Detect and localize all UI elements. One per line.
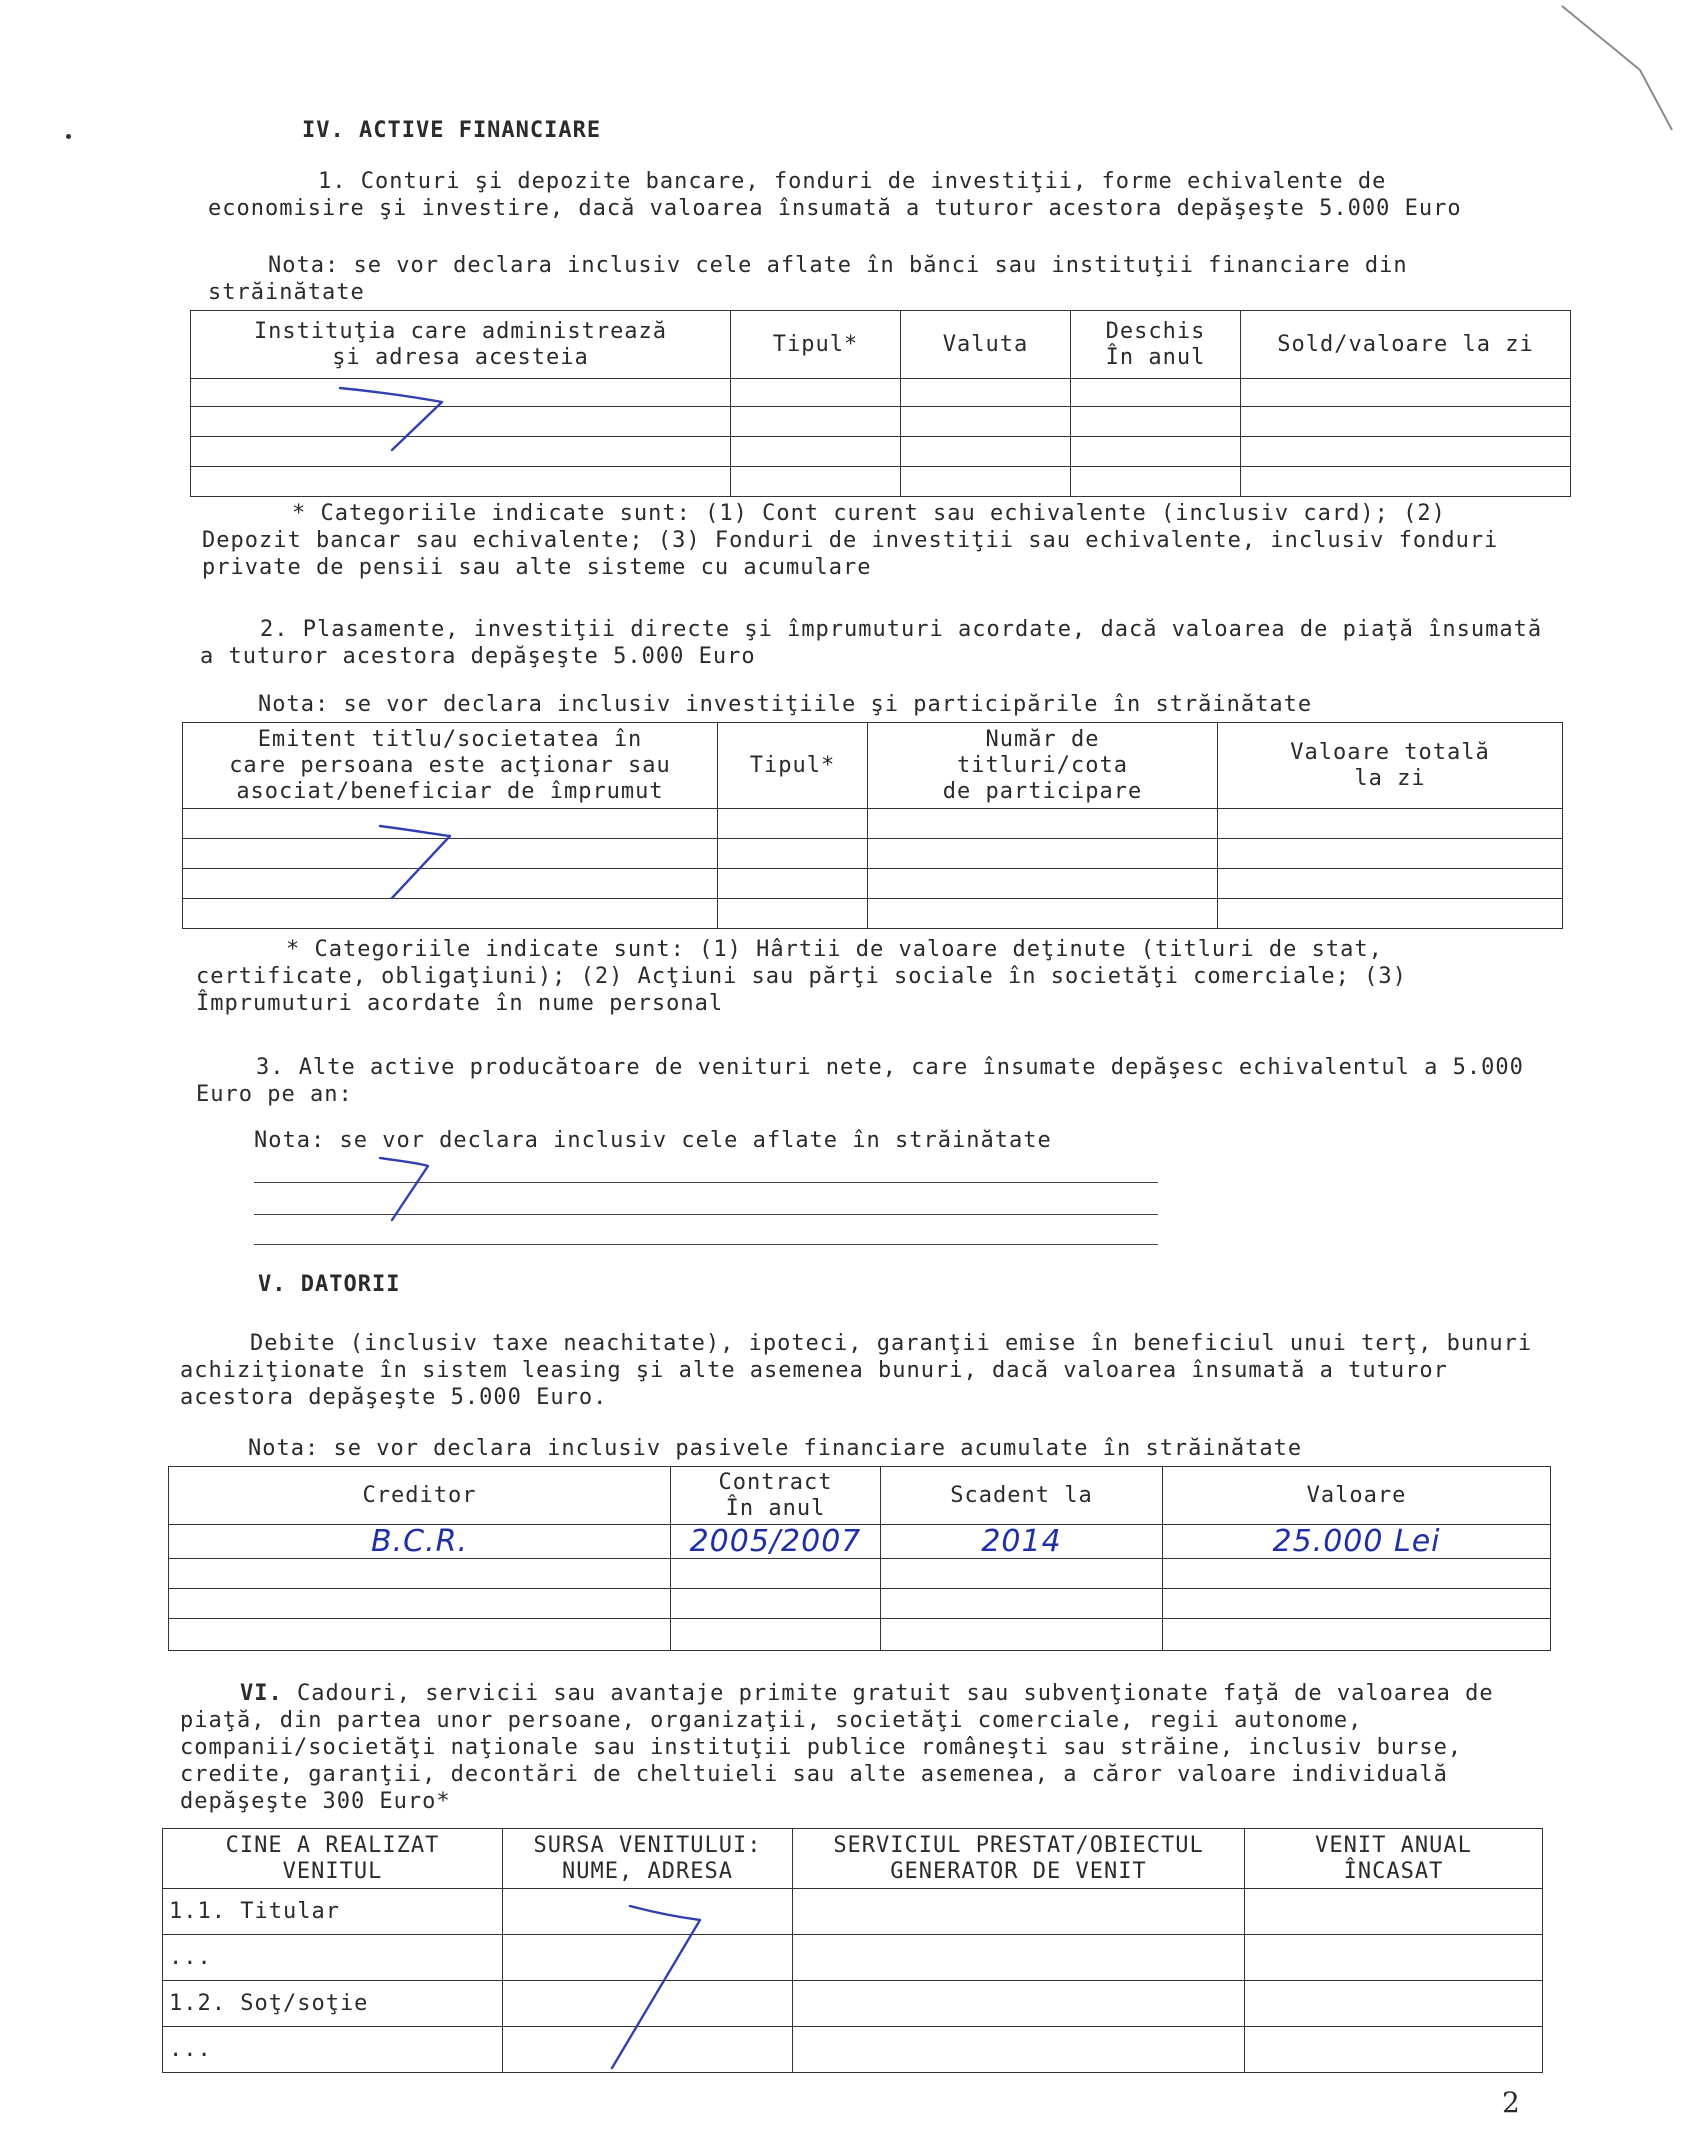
debt-value: 25.000 Lei — [1163, 1525, 1551, 1559]
accounts-header-opened: Deschis În anul — [1071, 311, 1241, 379]
section-iv-paragraph-2: 2. Plasamente, investiţii directe şi împrumuturi acordate, dacă valoarea de piaţă însumată a tuturor acestora depăşeşte 5.000 Euro — [200, 617, 1543, 669]
strike-mark — [340, 388, 442, 450]
section-iv-note-2: Nota: se vor declara inclusiv investiţiile şi participările în străinătate — [258, 692, 1313, 717]
section-v-note: Nota: se vor declara inclusiv pasivele financiare acumulate în străinătate — [248, 1436, 1303, 1461]
gifts-header-source: SURSA VENITULUI: NUME, ADRESA — [503, 1829, 793, 1889]
accounts-header-type: Tipul* — [731, 311, 901, 379]
gifts-row-label: 1.2. Soţ/soţie — [163, 1981, 503, 2027]
strike-mark — [380, 826, 450, 898]
page-number: 2 — [1502, 2086, 1520, 2119]
gifts-header-who: CINE A REALIZAT VENITUL — [163, 1829, 503, 1889]
section-iv-paragraph-3: 3. Alte active producătoare de venituri nete, care însumate depăşesc echivalentul a 5.000 Euro pe an: — [196, 1055, 1524, 1107]
page-corner-fold — [1562, 6, 1672, 130]
strike-mark — [612, 1906, 700, 2068]
section-v-paragraph: Debite (inclusiv taxe neachitate), ipoteci, garanţii emise în beneficiul unui terţ, bunuri achiziţionate în sistem leasing şi alte asemenea bunuri, dacă valoarea însumată a tuturor acestora depăşeşte 5.000 Euro. — [180, 1331, 1533, 1410]
section-iv-note-3: Nota: se vor declara inclusiv cele aflate în străinătate — [254, 1128, 1052, 1153]
section-vi-paragraph: VI. Cadouri, servicii sau avantaje primite gratuit sau subvenţionate faţă de valoarea de piaţă, din partea unor persoane, organizaţii, societăţi comerciale, regii autonome, companii/societăţi naţionale sau instituţii publice româneşti sau străine, inclusiv burse, credite, garanţii, decontări de cheltuieli sau alte asemenea, a căror valoare individuală depăşeşte 300 Euro* — [180, 1681, 1494, 1814]
accounts-header-currency: Valuta — [901, 311, 1071, 379]
accounts-footnote: * Categoriile indicate sunt: (1) Cont curent sau echivalente (inclusiv card); (2) Depozit bancar sau echivalente; (3) Fonduri de investiţii sau echivalente, inclusiv fonduri private de pensii sau alte sisteme cu acumulare — [202, 501, 1499, 580]
debts-header-contract: Contract În anul — [671, 1467, 881, 1525]
accounts-header-balance: Sold/valoare la zi — [1241, 311, 1571, 379]
gifts-row-label: ... — [163, 1935, 503, 1981]
debts-header-value: Valoare — [1163, 1467, 1551, 1525]
gifts-row-label: 1.1. Titular — [163, 1889, 503, 1935]
debt-due-year: 2014 — [881, 1525, 1163, 1559]
strike-mark — [380, 1158, 428, 1220]
section-v-title: V. DATORII — [258, 1272, 401, 1297]
section-iv-title: IV. ACTIVE FINANCIARE — [302, 118, 602, 143]
investments-header-type: Tipul* — [718, 723, 868, 809]
investments-header-issuer: Emitent titlu/societatea în care persoana este acţionar sau asociat/beneficiar de împrumut — [183, 723, 718, 809]
gifts-header-income: VENIT ANUAL ÎNCASAT — [1245, 1829, 1543, 1889]
section-iv-paragraph-1: 1. Conturi şi depozite bancare, fonduri de investiţii, forme echivalente de economisire şi investire, dacă valoarea însumată a tuturor acestora depăşeşte 5.000 Euro — [208, 169, 1462, 221]
investments-footnote: * Categoriile indicate sunt: (1) Hârtii de valoare deţinute (titluri de stat, certificate, obligaţiuni); (2) Acţiuni sau părţi sociale în societăţi comerciale; (3) Împrumuturi acordate în nume personal — [196, 937, 1407, 1016]
debts-header-creditor: Creditor — [169, 1467, 671, 1525]
gifts-header-service: SERVICIUL PRESTAT/OBIECTUL GENERATOR DE VENIT — [793, 1829, 1245, 1889]
accounts-header-institution: Instituţia care administrează şi adresa acesteia — [191, 311, 731, 379]
gifts-row-label: ... — [163, 2027, 503, 2073]
debt-creditor: B.C.R. — [169, 1525, 671, 1559]
section-iv-note-1: Nota: se vor declara inclusiv cele aflate în bănci sau instituţii financiare din străinătate — [208, 253, 1408, 305]
investments-header-value: Valoare totală la zi — [1218, 723, 1563, 809]
section-vi-title: VI. — [240, 1681, 283, 1706]
debts-header-due: Scadent la — [881, 1467, 1163, 1525]
debt-contract-year: 2005/2007 — [671, 1525, 881, 1559]
investments-header-count: Număr de titluri/cota de participare — [868, 723, 1218, 809]
